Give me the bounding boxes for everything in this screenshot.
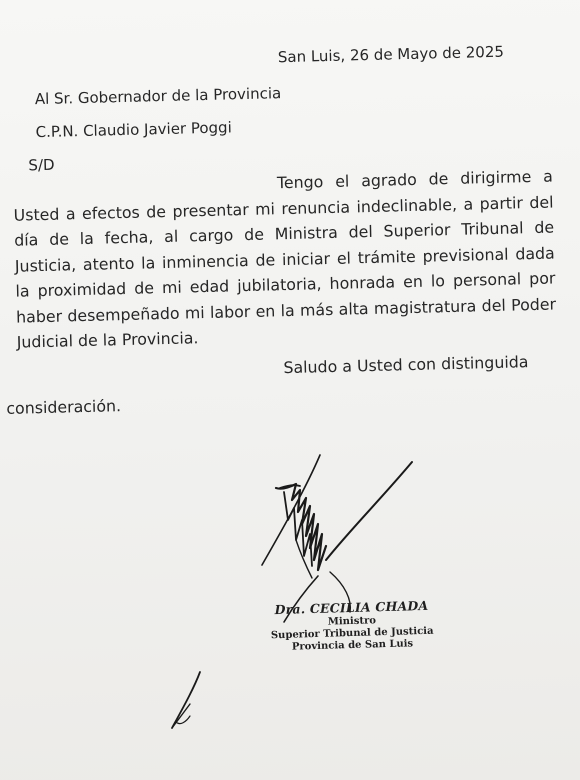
closing-line-2: consideración. (6, 396, 122, 418)
letter-date: San Luis, 26 de Mayo de 2025 (277, 42, 505, 67)
letter-body: Tengo el agrado de dirigirme a Usted a efectos de presentar mi renuncia indeclinable, a partir del día de la fecha, al cargo de Ministra del Superior Tribunal de Justicia, atento la inminencia de iniciar el trámite previsional dada la proximidad de mi edad jubilatoria, honrada en lo personal por haber desempeñado mi labor en la más alta magistratura del Poder Judicial de la Provincia. (13, 166, 557, 352)
signer-province: Provincia de San Luis (291, 638, 414, 653)
signer-role: Ministro (327, 615, 377, 628)
signer-institution: Superior Tribunal de Justicia (270, 625, 434, 642)
closing-line-1: Saludo a Usted con distinguida (283, 352, 529, 378)
official-stamp (261, 597, 442, 654)
signer-name: Dra. CECILIA CHADA (274, 597, 429, 618)
recipient-name: C.P.N. Claudio Javier Poggi (35, 118, 232, 142)
recipient-title: Al Sr. Gobernador de la Provincia (34, 84, 282, 109)
sd-abbreviation: S/D (28, 155, 55, 175)
